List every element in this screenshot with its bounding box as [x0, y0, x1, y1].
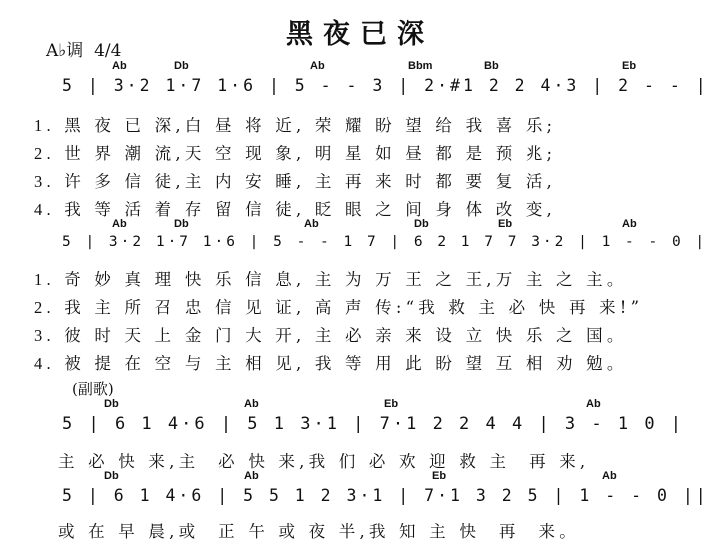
verse-text: 奇 妙 真 理 快 乐 信 息, 主 为 万 王 之 王,万 主 之 主。 [64, 270, 628, 289]
chord-label: Ab [112, 60, 127, 72]
verse-number: 4. [34, 200, 55, 219]
chord-label: Bb [484, 60, 499, 72]
verse-text: 彼 时 天 上 金 门 大 开, 主 必 亲 来 设 立 快 乐 之 国。 [64, 326, 628, 345]
verse-number: 1. [34, 270, 55, 289]
verse-line [34, 266, 628, 290]
chord-label: Ab [244, 470, 259, 482]
verse-text: 被 提 在 空 与 主 相 见, 我 等 用 此 盼 望 互 相 劝 勉。 [64, 354, 628, 373]
notation-line: 5 | 3·2 1·7 1·6 | 5 - - 1 7 | 6 2 1 7 7 3·2 | 1 - - 0 | [62, 234, 708, 250]
verse-line [34, 196, 556, 220]
verse-text: 许 多 信 徒,主 内 安 睡, 主 再 来 时 都 要 复 活, [64, 172, 556, 191]
verse-text: 世 界 潮 流,天 空 现 象, 明 星 如 昼 都 是 预 兆; [64, 144, 557, 163]
verse-number: 3. [34, 326, 55, 345]
verse-line [34, 112, 556, 136]
verse-line [34, 322, 628, 346]
verse-line [34, 294, 643, 318]
chord-label: Eb [384, 398, 399, 410]
chord-label: Eb [498, 218, 513, 230]
chord-label: Ab [602, 470, 617, 482]
chord-label: Eb [622, 60, 637, 72]
chord-label: Ab [244, 398, 259, 410]
chord-label: Ab [304, 218, 319, 230]
notation-line: 5 | 3·2 1·7 1·6 | 5 - - 3 | 2·#1 2 2 4·3 | 2 - - | [62, 76, 709, 95]
chord-label: Ab [112, 218, 127, 230]
notation-line: 5 | 6 1 4·6 | 5 5 1 2 3·1 | 7·1 3 2 5 | 1 - - 0 || [62, 486, 709, 505]
chord-label: Ab [586, 398, 601, 410]
verse-number: 2. [34, 298, 55, 317]
verse-line [34, 168, 556, 192]
verse-number: 2. [34, 144, 55, 163]
chorus-label: (副歌) [72, 380, 114, 398]
chord-label: Db [174, 218, 189, 230]
verse-number: 3. [34, 172, 55, 191]
verse-text: 我 主 所 召 忠 信 见 证, 高 声 传:“我 救 主 必 快 再 来!” [64, 298, 644, 317]
chord-label: Eb [432, 470, 447, 482]
chord-label: Db [104, 470, 119, 482]
key-signature: A♭调 4/4 [46, 41, 122, 61]
chord-label: Db [414, 218, 429, 230]
notation-line: 5 | 6 1 4·6 | 5 1 3·1 | 7·1 2 2 4 4 | 3 - 1 0 | [62, 414, 685, 434]
chorus-lyric: 主 必 快 来,主 必 快 来,我 们 必 欢 迎 救 主 再 来, [58, 452, 590, 471]
song-title: 黑夜已深 [286, 19, 434, 50]
chord-label: Db [104, 398, 119, 410]
verse-line [34, 350, 628, 374]
chord-label: Ab [310, 60, 325, 72]
chord-label: Db [174, 60, 189, 72]
verse-line [34, 140, 556, 164]
chorus-lyric: 或 在 早 晨,或 正 午 或 夜 半,我 知 主 快 再 来。 [58, 522, 580, 541]
verse-text: 黑 夜 已 深,白 昼 将 近, 荣 耀 盼 望 给 我 喜 乐; [64, 116, 557, 135]
verse-number: 4. [34, 354, 55, 373]
verse-text: 我 等 活 着 存 留 信 徒, 眨 眼 之 间 身 体 改 变, [64, 200, 556, 219]
verse-number: 1. [34, 116, 55, 135]
chord-label: Bbm [408, 60, 433, 72]
chord-label: Ab [622, 218, 637, 230]
